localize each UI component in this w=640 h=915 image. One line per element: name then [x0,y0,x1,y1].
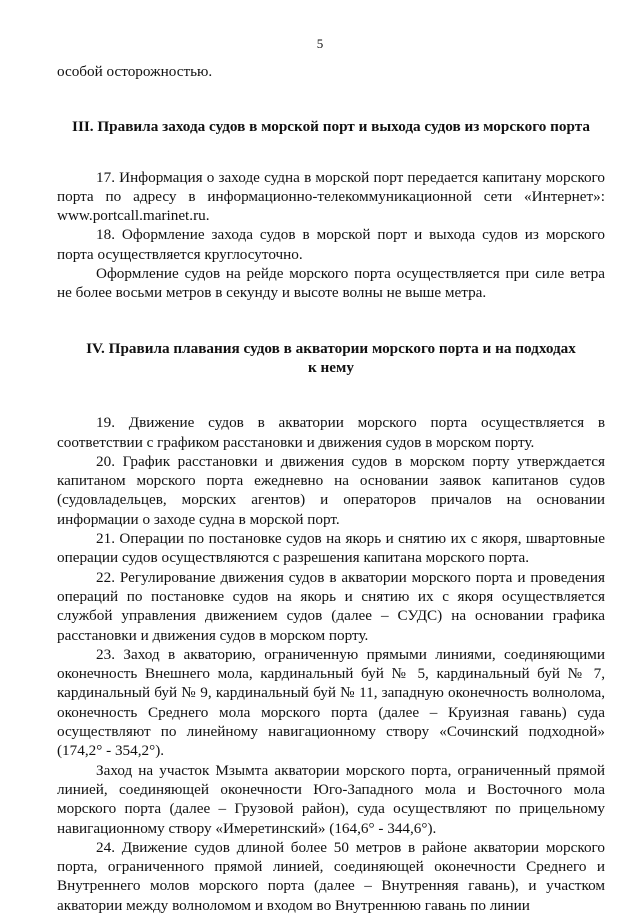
section-3-heading: III. Правила захода судов в морской порт и выхода судов из морского порта [72,118,590,136]
paragraph-22: 22. Регулирование движения судов в акватории морского порта и проведения операций по постановке судов на якорь и снятию их с якоря осуществляется службой управления движением судов (далее – СУДС) на основании графика расстановки и движения судов в морском порту. [57,568,605,644]
paragraph-18: 18. Оформление захода судов в морской порт и выхода судов из морского порта осуществляется круглосуточно. [57,226,605,263]
paragraph-20: 20. График расстановки и движения судов в морском порту утверждается капитаном морского порта ежедневно на основании заявок капитанов судов (судовладельцев, морских агентов) и операторов причалов на основании информации о заходе судна в морской порт. [57,452,605,528]
paragraph-18-roadstead: Оформление судов на рейде морского порта осуществляется при силе ветра не более восьми метров в секунду и высоте волны не выше метра. [57,265,605,302]
paragraph-23-mzymta: Заход на участок Мзымта акватории морского порта, ограниченный прямой линией, соединяющей оконечности Юго-Западного мола и Восточного мола морского порта (далее – Грузовой район), суда осуществляют по прицельному навигационному створу «Имеретинский» (164,6° - 344,6°). [57,761,605,837]
page-number: 5 [316,36,324,51]
paragraph-19: 19. Движение судов в акватории морского порта осуществляется в соответствии с графиком расстановки и движения судов в морском порту. [57,414,605,451]
continuation-text: особой осторожностью. [57,63,213,80]
paragraph-23: 23. Заход в акваторию, ограниченную прямыми линиями, соединяющими оконечность Внешнего мола, кардинальный буй № 5, кардинальный буй № 7, кардинальный буй № 9, кардинальный буй № 11, западную оконечность волнолома, оконечность Среднего мола морского порта (далее – Круизная гавань) суда осуществляют по линейному навигационному створу «Сочинский подходной» (174,2° - 354,2°). [57,645,605,760]
paragraph-17: 17. Информация о заходе судна в морской порт передается капитану морского порта по адресу в информационно-телекоммуникационной сети «Интернет»: www.portcall.marinet.ru. [57,168,605,225]
paragraph-21: 21. Операции по постановке судов на якорь и снятию их с якоря, швартовные операции судов осуществляются с разрешения капитана морского порта. [57,530,605,567]
document-body [57,62,605,915]
paragraph-24: 24. Движение судов длиной более 50 метров в районе акватории морского порта, ограниченного прямой линией, соединяющей оконечности Среднего и Внутреннего молов морского порта (далее – Внутренняя гавань), и участком акватории между волноломом и входом во Внутреннюю гавань по линии [57,838,605,914]
section-4-heading: IV. Правила плавания судов в акватории морского порта и на подходах к нему [86,339,576,376]
